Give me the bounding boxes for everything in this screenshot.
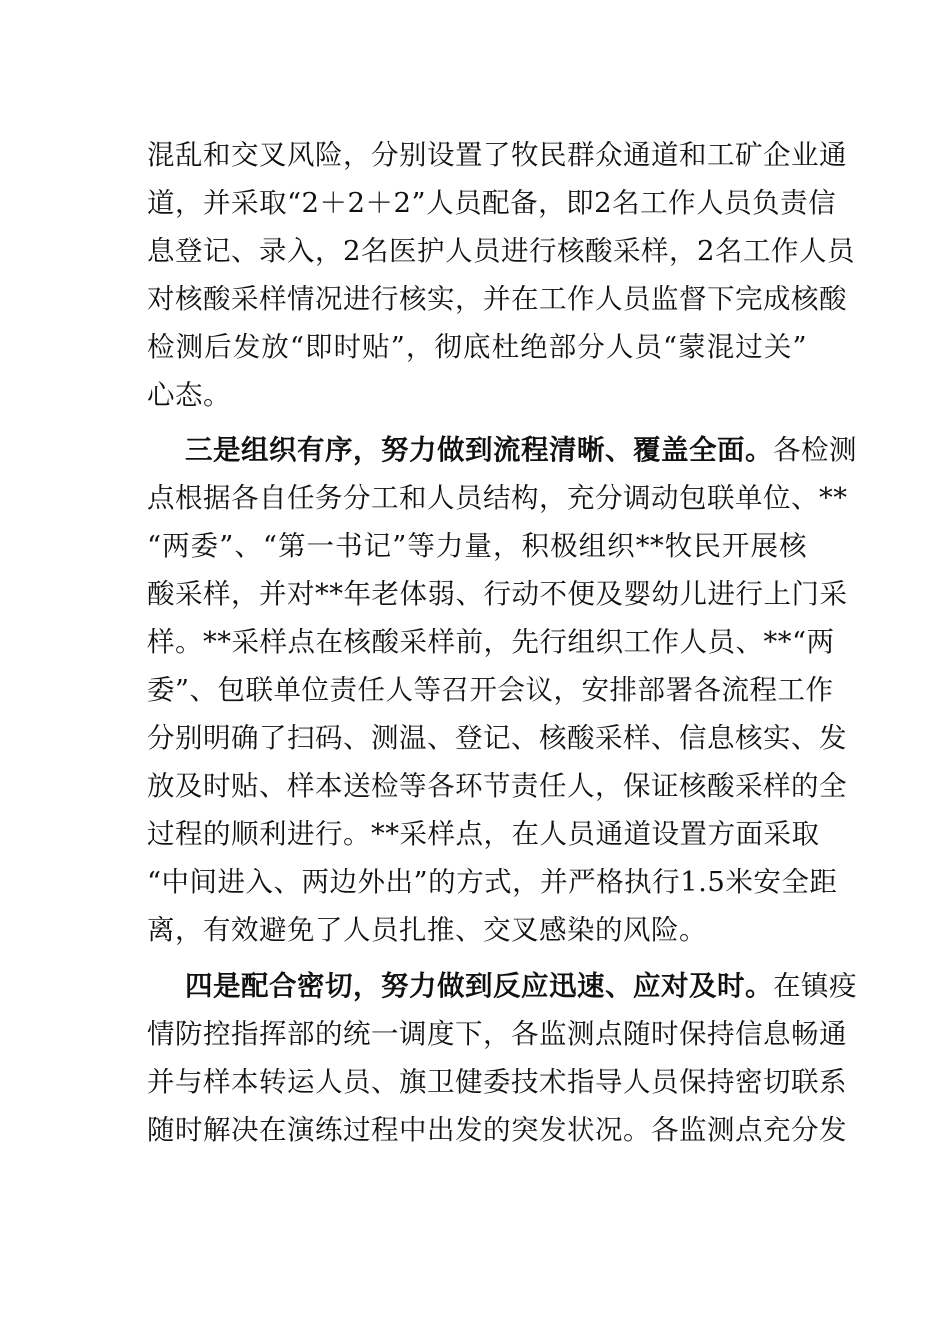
paragraph-3-first-line-rest: 在镇疫 bbox=[773, 970, 857, 1002]
paragraph-3-heading: 四是配合密切，努力做到反应迅速、应对及时。 bbox=[185, 970, 773, 1002]
paragraph-3-line-4: 随时解决在演练过程中出发的突发状况。各监测点充分发 bbox=[147, 1114, 847, 1146]
paragraph-2-line-4: 酸采样，并对**年老体弱、行动不便及婴幼儿进行上门采 bbox=[147, 578, 848, 610]
paragraph-2-line-3: “两委”、“第一书记”等力量，积极组织**牧民开展核 bbox=[147, 530, 807, 562]
paragraph-2-line-10: “中间进入、两边外出”的方式，并严格执行1.5米安全距 bbox=[147, 866, 838, 898]
paragraph-3-line-3: 并与样本转运人员、旗卫健委技术指导人员保持密切联系 bbox=[147, 1066, 847, 1098]
paragraph-2-line-2: 点根据各自任务分工和人员结构，充分调动包联单位、** bbox=[147, 482, 848, 514]
paragraph-1-line-6: 心态。 bbox=[147, 379, 231, 411]
paragraph-2-line-7: 分别明确了扫码、测温、登记、核酸采样、信息核实、发 bbox=[147, 722, 847, 754]
paragraph-2-line-8: 放及时贴、样本送检等各环节责任人，保证核酸采样的全 bbox=[147, 770, 847, 802]
paragraph-2-first-line-rest: 各检测 bbox=[773, 434, 857, 466]
paragraph-2-line-11: 离，有效避免了人员扎推、交叉感染的风险。 bbox=[147, 914, 707, 946]
paragraph-2-line-9: 过程的顺利进行。**采样点，在人员通道设置方面采取 bbox=[147, 818, 820, 850]
paragraph-2-first-line bbox=[185, 432, 857, 468]
paragraph-1-line-3: 息登记、录入，2名医护人员进行核酸采样，2名工作人员 bbox=[147, 235, 855, 267]
paragraph-1-line-1: 混乱和交叉风险，分别设置了牧民群众通道和工矿企业通 bbox=[147, 139, 847, 171]
paragraph-1-line-5: 检测后发放“即时贴”，彻底杜绝部分人员“蒙混过关” bbox=[147, 331, 807, 363]
paragraph-3-first-line bbox=[185, 968, 857, 1004]
paragraph-1-line-4: 对核酸采样情况进行核实，并在工作人员监督下完成核酸 bbox=[147, 283, 847, 315]
paragraph-2-line-6: 委”、包联单位责任人等召开会议，安排部署各流程工作 bbox=[147, 674, 834, 706]
paragraph-2-line-5: 样。**采样点在核酸采样前，先行组织工作人员、**“两 bbox=[147, 626, 835, 658]
paragraph-1-line-2: 道，并采取“2＋2＋2”人员配备，即2名工作人员负责信 bbox=[147, 187, 837, 219]
paragraph-2-heading: 三是组织有序，努力做到流程清晰、覆盖全面。 bbox=[185, 434, 773, 466]
paragraph-3-line-2: 情防控指挥部的统一调度下，各监测点随时保持信息畅通 bbox=[147, 1018, 847, 1050]
